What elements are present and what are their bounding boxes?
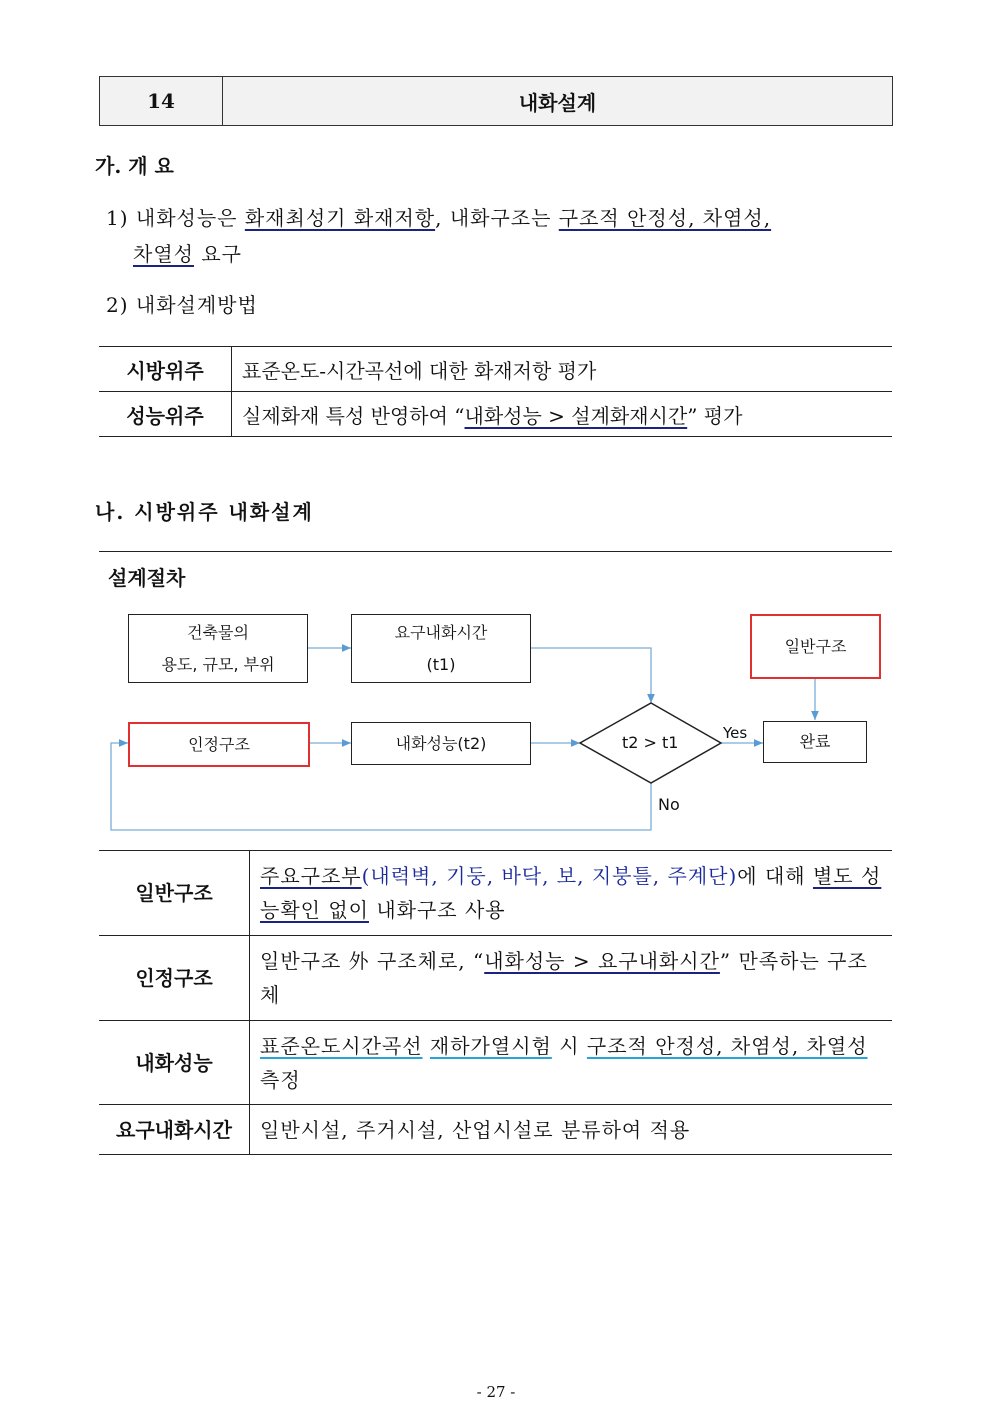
row-value: 표준온도-시간곡선에 대한 화재저항 평가 [232,347,893,392]
text: 내화설계방법 [135,293,258,317]
performance-box: 내화성능(t2) [351,722,531,765]
table-row: 내화성능 표준온도시간곡선 재하가열시험 시 구조적 안정성, 차염성, 차열성 측정 [99,1021,892,1105]
approved-structure-box: 인정구조 [128,722,310,767]
text: 내화성능은 [135,206,245,230]
required-time-box: 요구내화시간 (t1) [351,614,531,683]
subheading: 설계절차 [108,566,186,590]
row-value: 실제화재 특성 반영하여 “내화성능 > 설계화재시간” 평가 [232,392,893,437]
page-number: - 27 - [476,1383,516,1401]
definitions-table [99,850,892,1155]
underlined-text: 차열성 [133,242,194,266]
row-key: 성능위주 [99,392,232,437]
chapter-title: 내화설계 [518,90,597,115]
done-box: 완료 [763,721,867,763]
table-row: 인정구조 일반구조 外 구조체로, “내화성능 > 요구내화시간” 만족하는 구조체 [99,936,892,1021]
underlined-text: 화재최성기 화재저항 [244,206,436,230]
chapter-number: 14 [100,77,223,125]
section-b-heading: 나. 시방위주 내화설계 [95,500,314,524]
section-a-heading: 가. 개 요 [95,154,174,178]
item-number: 2) [106,293,129,317]
decision-label: t2 > t1 [622,733,679,752]
no-label: No [658,795,680,814]
yes-label: Yes [723,724,748,742]
underlined-text: 구조적 안정성, 차염성, [558,206,772,230]
general-structure-box: 일반구조 [750,614,881,679]
row-key: 시방위주 [99,347,232,392]
building-box: 건축물의 용도, 규모, 부위 [128,614,308,683]
text: 내화구조는 [449,206,559,230]
table-row: 요구내화시간 일반시설, 주거시설, 산업시설로 분류하여 적용 [99,1105,892,1155]
table-row: 일반구조 주요구조부(내력벽, 기둥, 바닥, 보, 지붕틀, 주계단)에 대해 별도 성능확인 없이 내화구조 사용 [99,851,892,936]
text: , [435,206,450,230]
text: 요구 [193,242,242,266]
item-number: 1) [106,206,129,230]
